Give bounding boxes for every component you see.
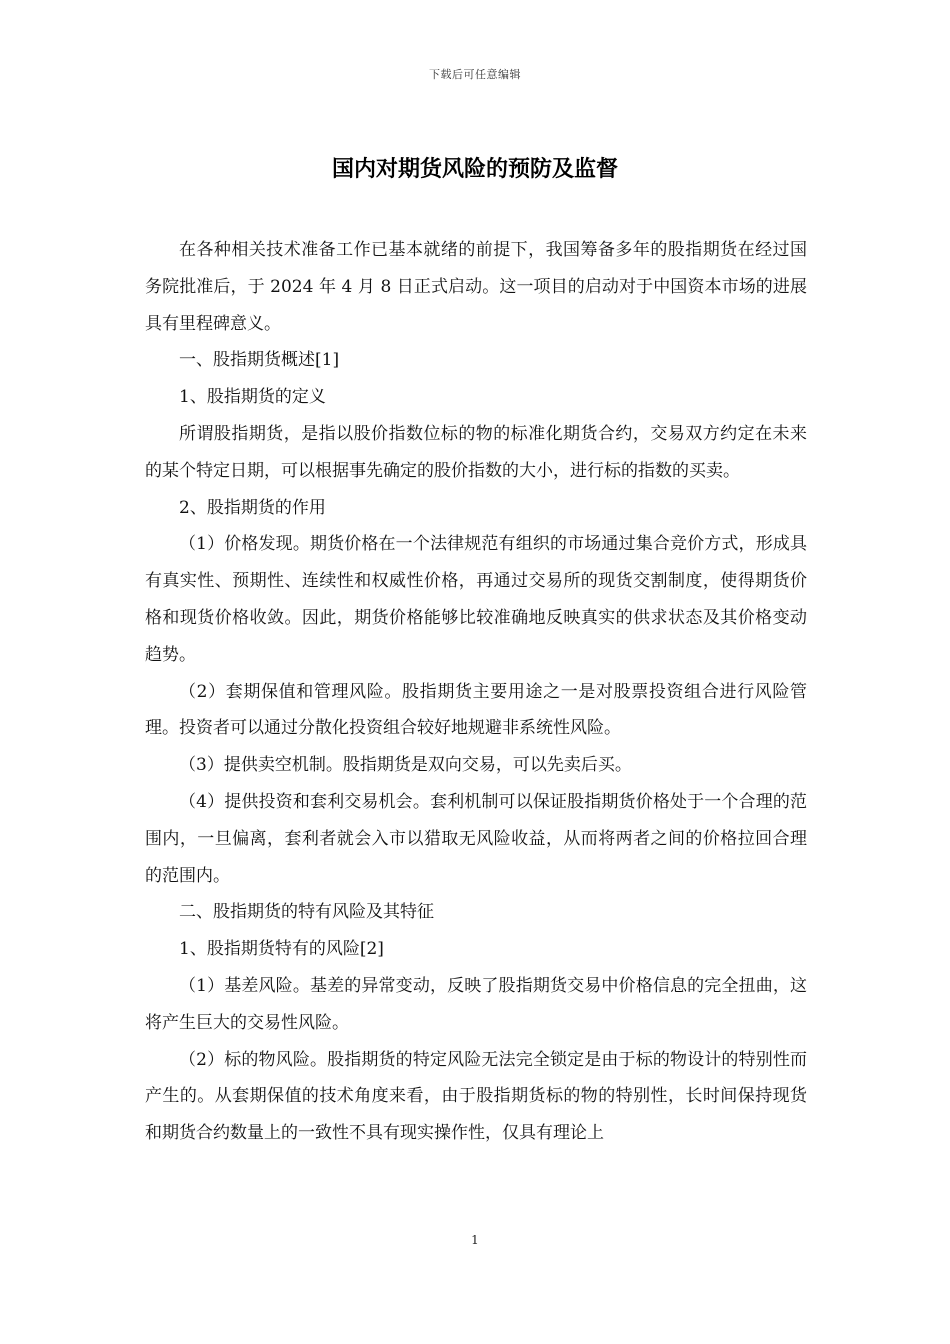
subsection-heading: 1、股指期货的定义 xyxy=(179,387,326,408)
paragraph: 在各种相关技术准备工作已基本就绪的前提下，我国筹备多年的股指期货在经过国务院批准后，于 2024 年 4 月 8 日正式启动。这一项目的启动对于中国资本市场的进展具有里程碑意义。 xyxy=(145,240,807,334)
paragraph: （2）套期保值和管理风险。股指期货主要用途之一是对股票投资组合进行风险管理。投资者可以通过分散化投资组合较好地规避非系统性风险。 xyxy=(145,681,807,739)
paragraph: （1）价格发现。期货价格在一个法律规范有组织的市场通过集合竞价方式，形成具有真实性、预期性、连续性和权威性价格，再通过交易所的现货交割制度，使得期货价格和现货价格收敛。因此，期货价格能够比较准确地反映真实的供求状态及其价格变动趋势。 xyxy=(145,534,807,665)
section-heading: 二、股指期货的特有风险及其特征 xyxy=(179,902,434,923)
paragraph: 所谓股指期货，是指以股价指数位标的物的标准化期货合约，交易双方约定在未来的某个特定日期，可以根据事先确定的股价指数的大小，进行标的指数的买卖。 xyxy=(145,423,807,481)
subsection-heading: 1、股指期货特有的风险[2] xyxy=(179,939,384,960)
page-number: 1 xyxy=(471,1233,479,1247)
subsection-heading: 2、股指期货的作用 xyxy=(179,497,326,518)
document-title: 国内对期货风险的预防及监督 xyxy=(331,157,618,182)
page-header: 下载后可任意编辑 xyxy=(429,68,521,81)
paragraph: （2）标的物风险。股指期货的特定风险无法完全锁定是由于标的物设计的特别性而产生的。从套期保值的技术角度来看，由于股指期货标的物的特别性，长时间保持现货和期货合约数量上的一致性不具有现实操作性，仅具有理论上 xyxy=(145,1049,807,1144)
document-body xyxy=(145,232,807,1152)
section-heading: 一、股指期货概述[1] xyxy=(179,350,340,371)
paragraph: （3）提供卖空机制。股指期货是双向交易，可以先卖后买。 xyxy=(179,755,632,776)
paragraph: （4）提供投资和套利交易机会。套利机制可以保证股指期货价格处于一个合理的范围内，一旦偏离，套利者就会入市以猎取无风险收益，从而将两者之间的价格拉回合理的范围内。 xyxy=(145,791,807,886)
paragraph: （1）基差风险。基差的异常变动，反映了股指期货交易中价格信息的完全扭曲，这将产生巨大的交易性风险。 xyxy=(145,975,807,1033)
